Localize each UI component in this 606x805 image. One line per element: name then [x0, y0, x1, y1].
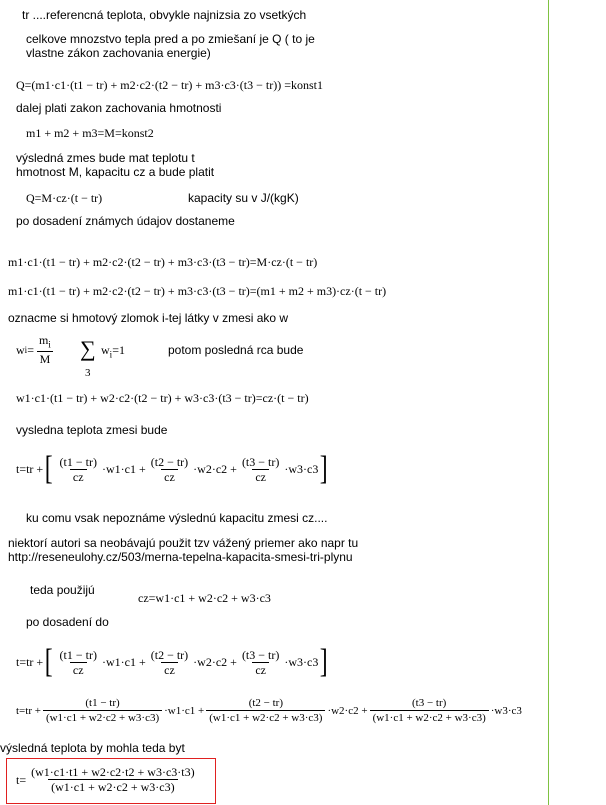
- text-mixture-line1: výsledná zmes bude mat teplotu t: [16, 151, 195, 165]
- text-heat-line2: vlastne zákon zachovania energie): [26, 46, 211, 60]
- equation-cz: cz=w1·c1 + w2·c2 + w3·c3: [138, 591, 271, 605]
- text-substitute-into: po dosadení do: [26, 615, 109, 629]
- equation-mass: m1 + m2 + m3=M=konst2: [26, 126, 154, 140]
- text-final-temp: výsledná teplota by mohla teda byt: [0, 741, 185, 755]
- equation-heat: Q=(m1·c1·(t1 − tr) + m2·c2·(t2 − tr) + m3·c3·(t3 − tr)) =konst1: [16, 78, 323, 92]
- link-reference[interactable]: http://reseneulohy.cz/503/merna-tepelna-kapacita-smesi-tri-plynu: [8, 550, 353, 564]
- sum-limit: 3: [85, 367, 91, 379]
- equation-q-mixture: Q=M·cz·(t − tr): [26, 191, 103, 205]
- text-mixture-line2: hmotnost M, kapacitu cz a bude platit: [16, 165, 215, 179]
- text-mass-law: dalej plati zakon zachovania hmotnosti: [16, 101, 222, 115]
- equation-temperature-3: t=tr + $\frac{(t1 - tr)}{(w1\cdot c1 + w2\cdot c2 + w3\cdot c3)}$ ·w1·c1 + $\frac{(t2 - tr)}{(w1\cdot c1 + w2\cdot c2 + w3\cdot c3)}$ ·w2·c2 + $\frac{(t3 - tr)}{(w1\cdot c1 + w2\cdot c2 + w3\cdot c3)}$ ·w3·c3: [16, 697, 522, 724]
- text-then-equation: potom posledná rca bude: [168, 343, 304, 357]
- text-unknown-capacity: ku comu vsak nepoznáme výslednú kapacitu zmesi cz....: [26, 511, 328, 525]
- equation-weighted: w1·c1·(t1 − tr) + w2·c2·(t2 − tr) + w3·c3·(t3 − tr)=cz·(t − tr): [16, 391, 309, 405]
- equation-balance-a: m1·c1·(t1 − tr) + m2·c2·(t2 − tr) + m3·c3·(t3 − tr)=M·cz·(t − tr): [8, 255, 318, 269]
- text-heat-line1: celkove mnozstvo tepla pred a po zmiešaní je Q ( to je: [26, 32, 315, 46]
- text-substitution: po dosadení známych údajov dostaneme: [16, 214, 235, 228]
- page-margin-line: [548, 0, 549, 805]
- sum-symbol: ∑: [80, 336, 96, 361]
- equation-sum: $w_i=1$: [101, 343, 125, 360]
- text-mass-fraction: oznacme si hmotový zlomok i-tej látky v zmesi ako w: [8, 311, 289, 325]
- text-reference-temp: tr ....referencná teplota, obvykle najnizsia zo vsetkých: [22, 8, 307, 22]
- equation-temperature-1: t=tr + [ $\frac{(t1 - tr)}{cz}$ ·w1·c1 + $\frac{(t2 - tr)}{cz}$ ·w2·c2 + $\frac{(t3 - tr)}{cz}$ ·w3·c3 ]: [16, 450, 328, 487]
- equation-mass-fraction: w i = $\frac{m_i}{M}$: [16, 333, 56, 366]
- equation-temperature-2: t=tr + [ $\frac{(t1 - tr)}{cz}$ ·w1·c1 + $\frac{(t2 - tr)}{cz}$ ·w2·c2 + $\frac{(t3 - tr)}{cz}$ ·w3·c3 ]: [16, 643, 328, 680]
- text-units: kapacity su v J/(kgK): [188, 191, 299, 205]
- text-authors: niektorí autori sa neobávajú použit tzv vážený priemer ako napr tu: [8, 536, 359, 550]
- text-they-use: teda použijú: [30, 583, 95, 597]
- equation-final: t= $\frac{(w1\cdot c1\cdot t1 + w2\cdot c2\cdot t2 + w3\cdot c3\cdot t3)}{(w1\cdot c1 + w2\cdot c2 + w3\cdot c3)}$: [16, 765, 195, 794]
- text-resulting-temp: vysledna teplota zmesi bude: [16, 423, 168, 437]
- equation-balance-b: m1·c1·(t1 − tr) + m2·c2·(t2 − tr) + m3·c3·(t3 − tr)=(m1 + m2 + m3)·cz·(t − tr): [8, 284, 387, 298]
